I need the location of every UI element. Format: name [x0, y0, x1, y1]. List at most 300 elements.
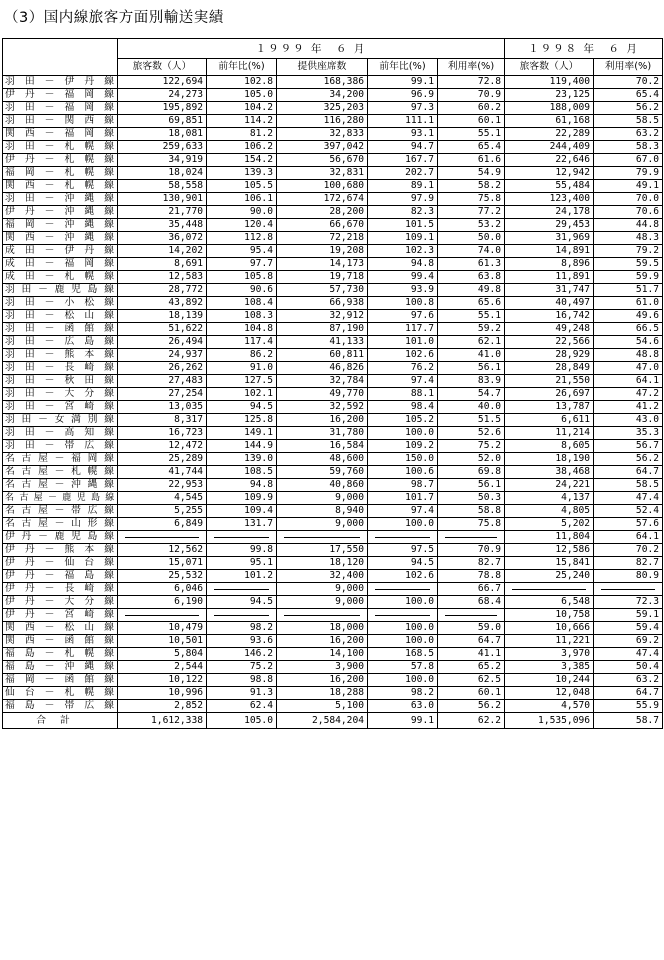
passengers-1999-cell: 43,892 [118, 297, 207, 310]
load-factor-1998-cell: 56.2 [594, 453, 663, 466]
table-row [3, 349, 663, 362]
col-header: 旅客数（人） [118, 59, 207, 76]
seats-ratio-cell: 82.3 [368, 206, 438, 219]
route-name: 羽田－沖縄線 [3, 193, 118, 206]
no-data-dash [375, 615, 430, 616]
passengers-ratio-cell: 139.0 [207, 453, 277, 466]
seats-ratio-cell: 57.8 [368, 661, 438, 674]
table-row [3, 505, 663, 518]
load-factor-1998-cell: 48.8 [594, 349, 663, 362]
passengers-ratio-cell: 112.8 [207, 232, 277, 245]
passengers-ratio-cell [207, 583, 277, 596]
passengers-1998-cell: 24,178 [505, 206, 594, 219]
table-row [3, 687, 663, 700]
seats-ratio-cell: 100.0 [368, 518, 438, 531]
load-factor-1999-cell: 52.0 [438, 453, 505, 466]
seats-ratio-cell: 100.8 [368, 297, 438, 310]
seats-1999-cell: 46,826 [277, 362, 368, 375]
route-name: 羽田－大分線 [3, 388, 118, 401]
passengers-ratio-cell: 98.8 [207, 674, 277, 687]
passengers-ratio-cell [207, 531, 277, 544]
seats-ratio-cell: 93.9 [368, 284, 438, 297]
route-name: 名古屋－福岡線 [3, 453, 118, 466]
seats-ratio-cell: 117.7 [368, 323, 438, 336]
seats-1999-cell: 9,000 [277, 583, 368, 596]
route-name: 羽田－長崎線 [3, 362, 118, 375]
seats-ratio-cell: 109.1 [368, 232, 438, 245]
load-factor-1999-cell: 82.7 [438, 557, 505, 570]
load-factor-1998-cell: 66.5 [594, 323, 663, 336]
passengers-1999-cell: 26,262 [118, 362, 207, 375]
load-factor-1999-cell: 56.2 [438, 700, 505, 713]
passengers-1998-cell: 12,048 [505, 687, 594, 700]
no-data-dash [375, 589, 430, 590]
route-name: 関西－沖縄線 [3, 232, 118, 245]
seats-1999-cell: 17,550 [277, 544, 368, 557]
load-factor-1998-cell: 44.8 [594, 219, 663, 232]
load-factor-1998-cell: 80.9 [594, 570, 663, 583]
passengers-1999-cell [118, 531, 207, 544]
passengers-ratio-cell: 108.3 [207, 310, 277, 323]
route-name: 伊丹－大分線 [3, 596, 118, 609]
page-title: （3）国内線旅客方面別輸送実績 [4, 10, 224, 26]
passengers-1999-cell: 22,953 [118, 479, 207, 492]
load-factor-1999-cell: 72.8 [438, 76, 505, 89]
table-row [3, 76, 663, 89]
load-factor-1998-cell: 63.2 [594, 674, 663, 687]
table-row [3, 193, 663, 206]
load-factor-1998-cell: 52.4 [594, 505, 663, 518]
seats-ratio-cell: 98.4 [368, 401, 438, 414]
table-row [3, 310, 663, 323]
table-row [3, 115, 663, 128]
seats-ratio-cell: 100.0 [368, 635, 438, 648]
passengers-1999-cell: 16,723 [118, 427, 207, 440]
no-data-dash [125, 615, 199, 616]
load-factor-1999-cell: 50.0 [438, 232, 505, 245]
load-factor-1998-cell: 59.4 [594, 622, 663, 635]
load-factor-1998-cell: 63.2 [594, 128, 663, 141]
route-name: 羽田－福岡線 [3, 102, 118, 115]
table-row [3, 89, 663, 102]
load-factor-1998-cell: 48.3 [594, 232, 663, 245]
seats-ratio-cell: 97.5 [368, 544, 438, 557]
passengers-1999-cell: 24,937 [118, 349, 207, 362]
col-header: 前年比(%) [368, 59, 438, 76]
table-row [3, 271, 663, 284]
passengers-ratio-cell: 104.8 [207, 323, 277, 336]
load-factor-1999-cell: 55.1 [438, 310, 505, 323]
route-name: 伊丹－福島線 [3, 570, 118, 583]
load-factor-1998-cell: 65.4 [594, 89, 663, 102]
no-data-dash [284, 615, 360, 616]
route-name: 成田－伊丹線 [3, 245, 118, 258]
table-row [3, 557, 663, 570]
load-factor-1999-cell [438, 609, 505, 622]
table-row [3, 479, 663, 492]
table-row [3, 401, 663, 414]
load-factor-1998-cell: 50.4 [594, 661, 663, 674]
seats-ratio-cell: 94.5 [368, 557, 438, 570]
col-header: 利用率(%) [438, 59, 505, 76]
no-data-dash [445, 615, 497, 616]
seats-1999-cell: 16,200 [277, 635, 368, 648]
seats-ratio-cell: 94.7 [368, 141, 438, 154]
route-name: 福島－帯広線 [3, 700, 118, 713]
load-factor-1998-cell: 64.1 [594, 375, 663, 388]
total-seats-1999-cell: 2,584,204 [277, 713, 368, 729]
passengers-ratio-cell: 127.5 [207, 375, 277, 388]
passengers-1999-cell: 18,024 [118, 167, 207, 180]
load-factor-1999-cell: 52.6 [438, 427, 505, 440]
route-name: 仙台－札幌線 [3, 687, 118, 700]
passengers-1999-cell: 13,035 [118, 401, 207, 414]
load-factor-1998-cell: 51.7 [594, 284, 663, 297]
seats-1999-cell: 34,200 [277, 89, 368, 102]
load-factor-1999-cell: 50.3 [438, 492, 505, 505]
load-factor-1999-cell: 70.9 [438, 89, 505, 102]
seats-1999-cell: 57,730 [277, 284, 368, 297]
load-factor-1999-cell: 59.2 [438, 323, 505, 336]
load-factor-1999-cell: 41.0 [438, 349, 505, 362]
passengers-ratio-cell: 131.7 [207, 518, 277, 531]
seats-ratio-cell: 98.2 [368, 687, 438, 700]
load-factor-1999-cell: 65.4 [438, 141, 505, 154]
route-name: 関西－函館線 [3, 635, 118, 648]
seats-1999-cell: 66,938 [277, 297, 368, 310]
load-factor-1998-cell: 56.7 [594, 440, 663, 453]
passengers-1999-cell: 5,255 [118, 505, 207, 518]
load-factor-1998-cell: 55.9 [594, 700, 663, 713]
passengers-1998-cell: 23,125 [505, 89, 594, 102]
passengers-ratio-cell: 120.4 [207, 219, 277, 232]
route-name: 伊丹－沖縄線 [3, 206, 118, 219]
passengers-1998-cell: 18,190 [505, 453, 594, 466]
passengers-1999-cell: 8,691 [118, 258, 207, 271]
passengers-1999-cell: 26,494 [118, 336, 207, 349]
route-name: 伊丹－鹿児島線 [3, 531, 118, 544]
load-factor-1999-cell: 60.1 [438, 115, 505, 128]
load-factor-1998-cell: 47.4 [594, 648, 663, 661]
load-factor-1998-cell: 35.3 [594, 427, 663, 440]
load-factor-1999-cell: 64.7 [438, 635, 505, 648]
load-factor-1999-cell: 59.0 [438, 622, 505, 635]
route-name: 羽田－熊本線 [3, 349, 118, 362]
passengers-ratio-cell: 86.2 [207, 349, 277, 362]
load-factor-1998-cell: 70.6 [594, 206, 663, 219]
seats-1999-cell: 28,200 [277, 206, 368, 219]
load-factor-1999-cell: 58.8 [438, 505, 505, 518]
seats-1999-cell: 397,042 [277, 141, 368, 154]
route-header [3, 39, 118, 76]
load-factor-1998-cell: 72.3 [594, 596, 663, 609]
passengers-1999-cell: 28,772 [118, 284, 207, 297]
col-header: 旅客数（人） [505, 59, 594, 76]
passengers-ratio-cell: 91.0 [207, 362, 277, 375]
seats-ratio-cell: 99.1 [368, 76, 438, 89]
passengers-1998-cell: 29,453 [505, 219, 594, 232]
load-factor-1998-cell: 79.9 [594, 167, 663, 180]
passengers-ratio-cell: 108.5 [207, 466, 277, 479]
passengers-ratio-cell: 90.0 [207, 206, 277, 219]
seats-ratio-cell: 101.5 [368, 219, 438, 232]
passengers-ratio-cell: 154.2 [207, 154, 277, 167]
seats-1999-cell: 87,190 [277, 323, 368, 336]
table-row [3, 102, 663, 115]
route-name: 名古屋－沖縄線 [3, 479, 118, 492]
load-factor-1999-cell [438, 531, 505, 544]
seats-1999-cell: 16,200 [277, 414, 368, 427]
passengers-1998-cell: 22,646 [505, 154, 594, 167]
passengers-1999-cell [118, 609, 207, 622]
seats-1999-cell: 16,200 [277, 674, 368, 687]
load-factor-1998-cell: 69.2 [594, 635, 663, 648]
passengers-1998-cell: 123,400 [505, 193, 594, 206]
passengers-1998-cell: 49,248 [505, 323, 594, 336]
route-name: 福岡－札幌線 [3, 167, 118, 180]
passengers-1998-cell: 13,787 [505, 401, 594, 414]
load-factor-1999-cell: 58.2 [438, 180, 505, 193]
passengers-1998-cell: 6,611 [505, 414, 594, 427]
seats-1999-cell: 168,386 [277, 76, 368, 89]
seats-1999-cell: 32,592 [277, 401, 368, 414]
seats-ratio-cell: 99.4 [368, 271, 438, 284]
total-passengers-ratio-cell: 105.0 [207, 713, 277, 729]
seats-1999-cell: 72,218 [277, 232, 368, 245]
load-factor-1998-cell: 64.7 [594, 687, 663, 700]
passengers-1998-cell: 4,137 [505, 492, 594, 505]
no-data-dash [284, 537, 360, 538]
seats-ratio-cell [368, 609, 438, 622]
table-row [3, 180, 663, 193]
passengers-1998-cell: 3,970 [505, 648, 594, 661]
seats-ratio-cell: 94.8 [368, 258, 438, 271]
year-1999-header: １９９９ 年 ６ 月 [118, 39, 505, 59]
load-factor-1998-cell: 79.2 [594, 245, 663, 258]
seats-1999-cell: 9,000 [277, 518, 368, 531]
load-factor-1998-cell: 59.1 [594, 609, 663, 622]
route-name: 成田－福岡線 [3, 258, 118, 271]
passengers-1999-cell: 27,254 [118, 388, 207, 401]
load-factor-1999-cell: 41.1 [438, 648, 505, 661]
no-data-dash [214, 537, 269, 538]
route-name: 羽田－女満別線 [3, 414, 118, 427]
load-factor-1998-cell: 58.3 [594, 141, 663, 154]
passengers-1998-cell: 22,566 [505, 336, 594, 349]
passengers-1999-cell: 10,501 [118, 635, 207, 648]
no-data-dash [214, 589, 269, 590]
table-row [3, 219, 663, 232]
passengers-1998-cell [505, 583, 594, 596]
passengers-1998-cell: 38,468 [505, 466, 594, 479]
load-factor-1998-cell: 54.6 [594, 336, 663, 349]
load-factor-1999-cell: 65.6 [438, 297, 505, 310]
seats-ratio-cell: 109.2 [368, 440, 438, 453]
passengers-1998-cell: 25,240 [505, 570, 594, 583]
passengers-ratio-cell: 98.2 [207, 622, 277, 635]
load-factor-1999-cell: 68.4 [438, 596, 505, 609]
load-factor-1999-cell: 54.9 [438, 167, 505, 180]
passengers-1999-cell: 69,851 [118, 115, 207, 128]
passengers-1998-cell: 10,666 [505, 622, 594, 635]
passengers-1998-cell: 11,804 [505, 531, 594, 544]
seats-ratio-cell: 101.7 [368, 492, 438, 505]
passengers-1999-cell: 21,770 [118, 206, 207, 219]
load-factor-1999-cell: 54.7 [438, 388, 505, 401]
total-seats-ratio-cell: 99.1 [368, 713, 438, 729]
load-factor-1999-cell: 51.5 [438, 414, 505, 427]
load-factor-1998-cell: 47.4 [594, 492, 663, 505]
load-factor-1998-cell: 47.0 [594, 362, 663, 375]
passengers-1998-cell: 6,548 [505, 596, 594, 609]
passengers-1999-cell: 12,562 [118, 544, 207, 557]
seats-1999-cell: 31,780 [277, 427, 368, 440]
passengers-1999-cell: 25,532 [118, 570, 207, 583]
passengers-1999-cell: 24,273 [118, 89, 207, 102]
passengers-1999-cell: 4,545 [118, 492, 207, 505]
seats-ratio-cell [368, 531, 438, 544]
passengers-ratio-cell: 94.8 [207, 479, 277, 492]
load-factor-1998-cell: 59.5 [594, 258, 663, 271]
route-name: 福岡－沖縄線 [3, 219, 118, 232]
no-data-dash [125, 537, 199, 538]
load-factor-1998-cell: 70.0 [594, 193, 663, 206]
load-factor-1999-cell: 66.7 [438, 583, 505, 596]
passengers-1999-cell: 6,190 [118, 596, 207, 609]
seats-1999-cell: 56,670 [277, 154, 368, 167]
route-name: 羽田－伊丹線 [3, 76, 118, 89]
table-row [3, 700, 663, 713]
passengers-1999-cell: 25,289 [118, 453, 207, 466]
seats-1999-cell: 14,173 [277, 258, 368, 271]
passengers-1998-cell: 8,605 [505, 440, 594, 453]
passengers-1999-cell: 195,892 [118, 102, 207, 115]
load-factor-1998-cell: 41.2 [594, 401, 663, 414]
seats-ratio-cell: 76.2 [368, 362, 438, 375]
seats-1999-cell: 9,000 [277, 492, 368, 505]
table-row [3, 596, 663, 609]
passengers-1999-cell: 58,558 [118, 180, 207, 193]
seats-1999-cell: 18,288 [277, 687, 368, 700]
load-factor-1999-cell: 62.1 [438, 336, 505, 349]
passengers-ratio-cell: 97.7 [207, 258, 277, 271]
passengers-1998-cell: 31,747 [505, 284, 594, 297]
load-factor-1999-cell: 53.2 [438, 219, 505, 232]
year-1998-header: １９９８ 年 ６ 月 [505, 39, 663, 59]
route-name: 名古屋－鹿児島線 [3, 492, 118, 505]
load-factor-1998-cell: 82.7 [594, 557, 663, 570]
total-passengers-1999-cell: 1,612,338 [118, 713, 207, 729]
passengers-1999-cell: 130,901 [118, 193, 207, 206]
load-factor-1998-cell: 49.1 [594, 180, 663, 193]
load-factor-1998-cell: 67.0 [594, 154, 663, 167]
load-factor-1998-cell: 47.2 [594, 388, 663, 401]
load-factor-1998-cell: 58.5 [594, 479, 663, 492]
passengers-ratio-cell: 99.8 [207, 544, 277, 557]
load-factor-1999-cell: 62.5 [438, 674, 505, 687]
route-table [2, 38, 663, 729]
table-row [3, 362, 663, 375]
passengers-1998-cell: 188,009 [505, 102, 594, 115]
passengers-ratio-cell: 125.8 [207, 414, 277, 427]
passengers-1999-cell: 10,479 [118, 622, 207, 635]
load-factor-1999-cell: 61.3 [438, 258, 505, 271]
passengers-1999-cell: 14,202 [118, 245, 207, 258]
seats-ratio-cell: 111.1 [368, 115, 438, 128]
load-factor-1999-cell: 78.8 [438, 570, 505, 583]
passengers-ratio-cell: 94.5 [207, 596, 277, 609]
load-factor-1999-cell: 60.1 [438, 687, 505, 700]
passengers-1999-cell: 35,448 [118, 219, 207, 232]
passengers-ratio-cell: 102.1 [207, 388, 277, 401]
table-row [3, 570, 663, 583]
passengers-1999-cell: 41,744 [118, 466, 207, 479]
passengers-1998-cell: 11,221 [505, 635, 594, 648]
table-body [3, 76, 663, 729]
passengers-1999-cell: 34,919 [118, 154, 207, 167]
passengers-ratio-cell: 75.2 [207, 661, 277, 674]
total-passengers-1998-cell: 1,535,096 [505, 713, 594, 729]
seats-1999-cell: 40,860 [277, 479, 368, 492]
seats-1999-cell: 9,000 [277, 596, 368, 609]
table-row [3, 206, 663, 219]
passengers-1999-cell: 6,046 [118, 583, 207, 596]
route-name: 羽田－鹿児島線 [3, 284, 118, 297]
route-name: 関西－福岡線 [3, 128, 118, 141]
seats-1999-cell: 100,680 [277, 180, 368, 193]
seats-1999-cell: 32,831 [277, 167, 368, 180]
load-factor-1998-cell: 49.6 [594, 310, 663, 323]
seats-1999-cell: 32,833 [277, 128, 368, 141]
passengers-1998-cell: 40,497 [505, 297, 594, 310]
seats-1999-cell: 32,400 [277, 570, 368, 583]
route-name: 福島－札幌線 [3, 648, 118, 661]
passengers-1998-cell: 4,570 [505, 700, 594, 713]
total-load-factor-1999-cell: 62.2 [438, 713, 505, 729]
route-name: 伊丹－福岡線 [3, 89, 118, 102]
load-factor-1999-cell: 69.8 [438, 466, 505, 479]
table-row [3, 635, 663, 648]
table-row [3, 245, 663, 258]
route-name: 羽田－関西線 [3, 115, 118, 128]
passengers-ratio-cell: 109.9 [207, 492, 277, 505]
passengers-1999-cell: 10,996 [118, 687, 207, 700]
table-row [3, 453, 663, 466]
load-factor-1999-cell: 75.8 [438, 518, 505, 531]
seats-ratio-cell: 97.9 [368, 193, 438, 206]
seats-ratio-cell: 97.3 [368, 102, 438, 115]
passengers-ratio-cell: 101.2 [207, 570, 277, 583]
route-name: 成田－札幌線 [3, 271, 118, 284]
col-header: 利用率(%) [594, 59, 663, 76]
load-factor-1998-cell: 59.9 [594, 271, 663, 284]
table-row [3, 414, 663, 427]
table-row [3, 583, 663, 596]
seats-ratio-cell: 97.4 [368, 505, 438, 518]
seats-1999-cell: 66,670 [277, 219, 368, 232]
no-data-dash [214, 615, 269, 616]
table-row [3, 167, 663, 180]
table-row [3, 336, 663, 349]
passengers-1998-cell: 11,891 [505, 271, 594, 284]
seats-ratio-cell: 100.0 [368, 674, 438, 687]
no-data-dash [601, 589, 655, 590]
seats-1999-cell [277, 609, 368, 622]
seats-ratio-cell: 89.1 [368, 180, 438, 193]
seats-1999-cell: 32,784 [277, 375, 368, 388]
route-name: 伊丹－宮崎線 [3, 609, 118, 622]
passengers-1998-cell: 5,202 [505, 518, 594, 531]
